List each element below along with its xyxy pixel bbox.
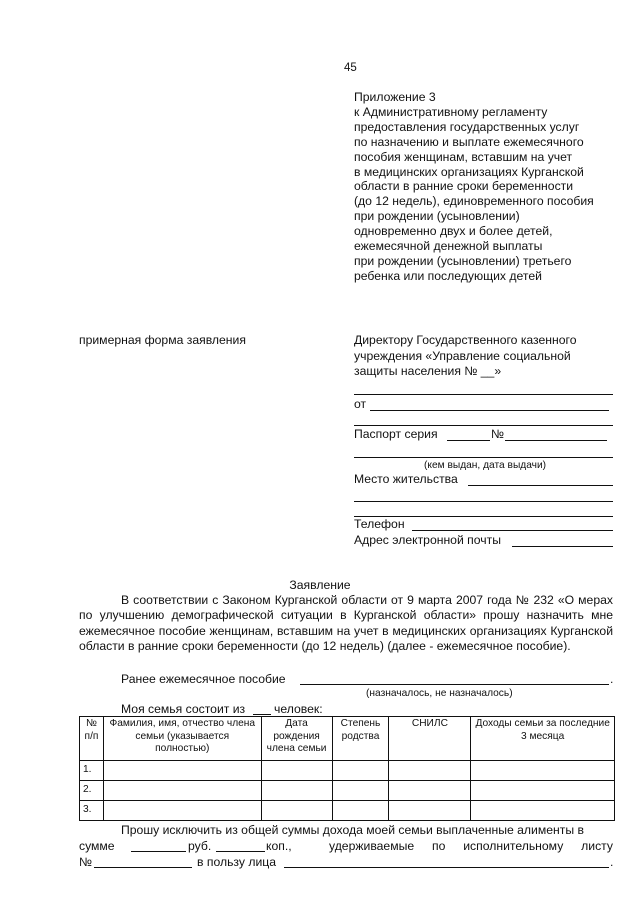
family-size-label: Моя семья состоит из bbox=[121, 702, 246, 716]
table-cell[interactable] bbox=[471, 781, 615, 801]
favor-end: . bbox=[610, 855, 614, 869]
column-header: Фамилия, имя, отчество члена семьи (указывается полностью) bbox=[103, 717, 261, 761]
table-cell[interactable] bbox=[471, 801, 615, 821]
favor-person-field[interactable] bbox=[284, 867, 609, 868]
passport-series-field[interactable] bbox=[447, 440, 490, 441]
column-header: СНИЛС bbox=[389, 717, 471, 761]
appendix-line: по назначению и выплате ежемесячного bbox=[354, 134, 584, 149]
passport-issued-field[interactable] bbox=[354, 457, 613, 458]
row-number: 3. bbox=[80, 801, 104, 821]
phone-field[interactable] bbox=[412, 530, 613, 531]
row-number: 1. bbox=[80, 761, 104, 781]
appendix-line: при рождении (усыновлении) bbox=[354, 209, 520, 224]
held-text: удерживаемые по исполнительному листу bbox=[329, 839, 613, 853]
table-row bbox=[80, 761, 615, 781]
table-cell[interactable] bbox=[103, 801, 261, 821]
residence-field[interactable] bbox=[468, 485, 613, 486]
email-label: Адрес электронной почты bbox=[354, 533, 501, 547]
table-cell[interactable] bbox=[261, 781, 332, 801]
previous-allowance-end: . bbox=[610, 672, 614, 686]
passport-series-label: Паспорт серия bbox=[354, 427, 438, 441]
table-cell[interactable] bbox=[332, 761, 389, 781]
table-cell[interactable] bbox=[332, 801, 389, 821]
table-cell[interactable] bbox=[389, 801, 471, 821]
statement-paragraph bbox=[79, 593, 613, 655]
kop-label: коп., bbox=[266, 839, 292, 853]
passport-number-label: № bbox=[491, 427, 505, 441]
sum-rub-field[interactable] bbox=[131, 851, 186, 852]
column-header: № п/п bbox=[80, 717, 104, 761]
table-cell[interactable] bbox=[103, 761, 261, 781]
table-cell[interactable] bbox=[261, 761, 332, 781]
table-cell[interactable] bbox=[389, 761, 471, 781]
column-header: Дата рождения члена семьи bbox=[261, 717, 332, 761]
form-label: примерная форма заявления bbox=[79, 333, 246, 347]
table-row bbox=[80, 801, 615, 821]
issued-hint: (кем выдан, дата выдачи) bbox=[424, 460, 547, 471]
previous-allowance-field[interactable] bbox=[300, 684, 609, 685]
statement-paragraph-text: В соответствии с Законом Курганской области от 9 марта 2007 года № 232 «О мерах по улучшению демографической ситуации в Курганской области» прошу назначить мне ежемесячное пособие женщинам, вставшим на учет в медицинских организациях Курганской области в ранние сроки беременности (до 12 недель) (далее - ежемесячное пособие). bbox=[79, 593, 613, 654]
writ-number-field[interactable] bbox=[94, 867, 192, 868]
appendix-block bbox=[354, 90, 594, 284]
sum-kop-field[interactable] bbox=[216, 851, 265, 852]
family-size-field[interactable] bbox=[253, 714, 271, 715]
column-header: Степень родства bbox=[332, 717, 389, 761]
table-cell[interactable] bbox=[471, 761, 615, 781]
residence-label: Место жительства bbox=[354, 472, 458, 486]
phone-label: Телефон bbox=[354, 517, 405, 531]
addressee-line: защиты населения № __» bbox=[354, 364, 502, 378]
table-cell[interactable] bbox=[389, 781, 471, 801]
previous-allowance-label: Ранее ежемесячное пособие bbox=[121, 672, 286, 686]
appendix-line: области в ранние сроки беременности bbox=[354, 179, 574, 194]
statement-title: Заявление bbox=[289, 578, 351, 592]
residence-field-line2[interactable] bbox=[354, 501, 613, 502]
exclusion-text: Прошу исключить из общей суммы дохода моей семьи выплаченные алименты в bbox=[121, 823, 584, 837]
addressee-block bbox=[354, 333, 576, 380]
appendix-line: ребенка или последующих детей bbox=[354, 268, 542, 283]
appendix-line: Приложение 3 bbox=[354, 90, 436, 104]
email-field[interactable] bbox=[512, 546, 613, 547]
blank-line[interactable] bbox=[354, 425, 613, 426]
from-label: от bbox=[354, 397, 367, 411]
appendix-line: в медицинских организациях Курганской bbox=[354, 164, 584, 179]
family-size-suffix: человек: bbox=[274, 702, 323, 716]
table-header-row bbox=[80, 717, 615, 761]
appendix-line: пособия женщинам, вставшим на учет bbox=[354, 149, 573, 164]
previous-allowance-hint: (назначалось, не назначалось) bbox=[366, 688, 513, 699]
addressee-line: Директору Государственного казенного bbox=[354, 333, 577, 347]
page-number: 45 bbox=[344, 62, 357, 74]
table-cell[interactable] bbox=[103, 781, 261, 801]
passport-number-field[interactable] bbox=[505, 440, 607, 441]
row-number: 2. bbox=[80, 781, 104, 801]
rub-label: руб. bbox=[188, 839, 212, 853]
appendix-line: ежемесячной денежной выплаты bbox=[354, 239, 543, 254]
table-cell[interactable] bbox=[332, 781, 389, 801]
sum-label: сумме bbox=[79, 839, 115, 853]
favor-label: в пользу лица bbox=[197, 855, 277, 869]
writ-number-label: № bbox=[79, 855, 93, 869]
appendix-line: предоставления государственных услуг bbox=[354, 119, 580, 134]
addressee-line: учреждения «Управление социальной bbox=[354, 348, 571, 363]
blank-line bbox=[354, 394, 613, 395]
from-field[interactable] bbox=[370, 410, 609, 411]
appendix-line: (до 12 недель), единовременного пособия bbox=[354, 194, 594, 209]
family-members-table bbox=[79, 716, 615, 821]
appendix-line: при рождении (усыновлении) третьего bbox=[354, 253, 572, 268]
table-cell[interactable] bbox=[261, 801, 332, 821]
table-row bbox=[80, 781, 615, 801]
appendix-line: к Административному регламенту bbox=[354, 104, 548, 119]
column-header: Доходы семьи за последние 3 месяца bbox=[471, 717, 615, 761]
appendix-line: одновременно двух и более детей, bbox=[354, 224, 553, 239]
